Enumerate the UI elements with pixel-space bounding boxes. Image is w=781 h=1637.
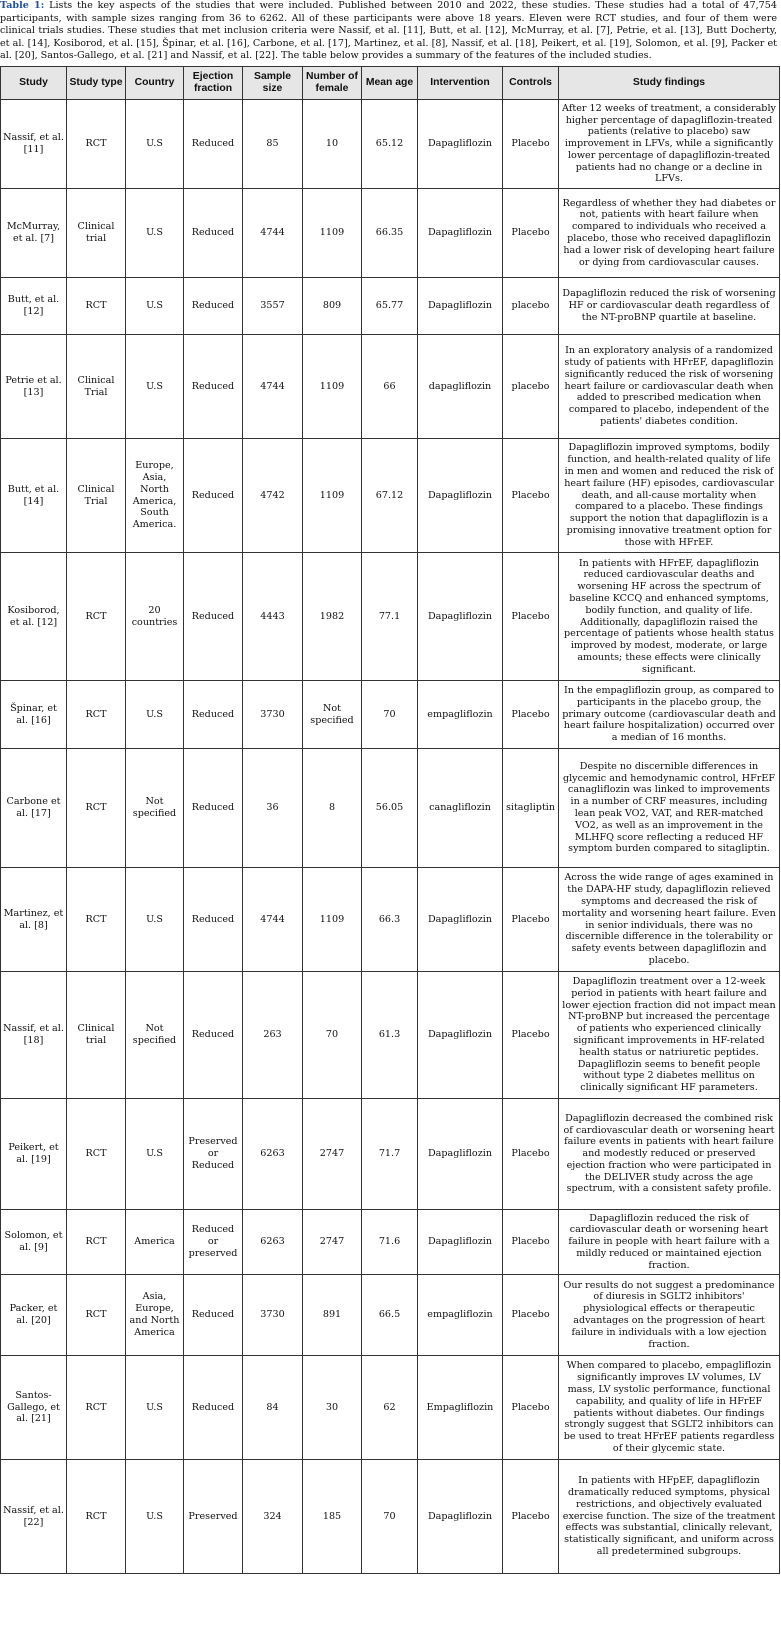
- header-mean-age: Mean age: [362, 67, 418, 100]
- cell-country: Not specified: [126, 972, 184, 1099]
- table-row: [1, 1099, 780, 1210]
- cell-country: 20 countries: [126, 553, 184, 681]
- cell-controls: Placebo: [503, 868, 559, 972]
- table-caption-label: Table 1:: [0, 0, 45, 11]
- cell-country: U.S: [126, 1460, 184, 1574]
- cell-controls: Placebo: [503, 681, 559, 749]
- studies-table: [0, 66, 780, 1574]
- cell-ejection-fraction: Preserved: [184, 1460, 243, 1574]
- cell-ejection-fraction: Reduced: [184, 439, 243, 553]
- cell-study-findings: Dapagliflozin treatment over a 12-week period in patients with heart failure and lower ejection fraction did not impact mean NT-proBNP but increased the percentage of patients who experienced clinically significant improvements in HF-related health status or natriuretic peptides. Dapagliflozin seems to benefit people without type 2 diabetes mellitus on clinically significant HF parameters.: [559, 972, 780, 1099]
- cell-intervention: Dapagliflozin: [418, 1099, 503, 1210]
- cell-ejection-fraction: Preserved or Reduced: [184, 1099, 243, 1210]
- table-row: [1, 189, 780, 278]
- cell-controls: Placebo: [503, 1460, 559, 1574]
- cell-study: Packer, et al. [20]: [1, 1275, 67, 1356]
- cell-number-of-female: 10: [303, 100, 362, 189]
- cell-sample-size: 3730: [243, 681, 303, 749]
- cell-intervention: Dapagliflozin: [418, 278, 503, 335]
- cell-study-type: RCT: [67, 1210, 126, 1275]
- table-row: [1, 868, 780, 972]
- cell-country: U.S: [126, 335, 184, 439]
- cell-study-findings: Across the wide range of ages examined in the DAPA-HF study, dapagliflozin relieved symptoms and decreased the risk of mortality and worsening heart failure. Even in senior individuals, there was no discernible difference in the tolerability or safety events between dapagliflozin and placebo.: [559, 868, 780, 972]
- cell-intervention: Dapagliflozin: [418, 868, 503, 972]
- cell-study-type: Clinical Trial: [67, 439, 126, 553]
- cell-mean-age: 61.3: [362, 972, 418, 1099]
- cell-study-findings: Regardless of whether they had diabetes or not, patients with heart failure when compared to individuals who received a placebo, those who received dapagliflozin had a lower risk of developing heart failure or dying from cardiovascular causes.: [559, 189, 780, 278]
- cell-study: Kosiborod, et al. [12]: [1, 553, 67, 681]
- cell-study-findings: Dapagliflozin decreased the combined risk of cardiovascular death or worsening heart failure events in patients with heart failure and modestly reduced or preserved ejection fraction who were participated in the DELIVER study across the age spectrum, with a consistent safety profile.: [559, 1099, 780, 1210]
- cell-ejection-fraction: Reduced: [184, 1275, 243, 1356]
- cell-study-findings: Dapagliflozin improved symptoms, bodily function, and health-related quality of life in men and women and reduced the risk of heart failure (HF) episodes, cardiovascular death, and all-cause mortality when compared to a placebo. These findings support the notion that dapagliflozin is a promising innovative treatment option for those with HFrEF.: [559, 439, 780, 553]
- header-study-findings: Study findings: [559, 67, 780, 100]
- cell-ejection-fraction: Reduced: [184, 972, 243, 1099]
- cell-study-findings: Dapagliflozin reduced the risk of worsening HF or cardiovascular death regardless of the NT-proBNP quartile at baseline.: [559, 278, 780, 335]
- cell-ejection-fraction: Reduced: [184, 189, 243, 278]
- cell-study: Butt, et al. [14]: [1, 439, 67, 553]
- cell-study-type: RCT: [67, 1099, 126, 1210]
- cell-intervention: Dapagliflozin: [418, 439, 503, 553]
- cell-number-of-female: 1109: [303, 335, 362, 439]
- cell-study: Santos-Gallego, et al. [21]: [1, 1356, 67, 1460]
- cell-controls: Placebo: [503, 189, 559, 278]
- cell-controls: placebo: [503, 278, 559, 335]
- cell-ejection-fraction: Reduced: [184, 749, 243, 868]
- cell-controls: Placebo: [503, 1210, 559, 1275]
- cell-number-of-female: 2747: [303, 1099, 362, 1210]
- cell-ejection-fraction: Reduced: [184, 553, 243, 681]
- cell-mean-age: 65.77: [362, 278, 418, 335]
- cell-sample-size: 4742: [243, 439, 303, 553]
- cell-ejection-fraction: Reduced: [184, 100, 243, 189]
- header-ejection-fraction: Ejection fraction: [184, 67, 243, 100]
- header-number-of-female: Number of female: [303, 67, 362, 100]
- cell-sample-size: 36: [243, 749, 303, 868]
- cell-number-of-female: 1982: [303, 553, 362, 681]
- table-row: [1, 278, 780, 335]
- cell-study-findings: In patients with HFrEF, dapagliflozin reduced cardiovascular deaths and worsening HF across the spectrum of baseline KCCQ and enhanced symptoms, bodily function, and quality of life. Additionally, dapagliflozin raised the percentage of patients whose health status improved by modest, moderate, or large amounts; these effects were clinically significant.: [559, 553, 780, 681]
- cell-intervention: canagliflozin: [418, 749, 503, 868]
- cell-number-of-female: 185: [303, 1460, 362, 1574]
- cell-study: Nassif, et al. [22]: [1, 1460, 67, 1574]
- cell-study-type: RCT: [67, 1460, 126, 1574]
- cell-country: U.S: [126, 681, 184, 749]
- table-row: [1, 335, 780, 439]
- cell-intervention: Dapagliflozin: [418, 1460, 503, 1574]
- cell-intervention: empagliflozin: [418, 681, 503, 749]
- cell-mean-age: 65.12: [362, 100, 418, 189]
- cell-number-of-female: 70: [303, 972, 362, 1099]
- cell-mean-age: 67.12: [362, 439, 418, 553]
- cell-number-of-female: 1109: [303, 868, 362, 972]
- cell-intervention: Dapagliflozin: [418, 1210, 503, 1275]
- cell-number-of-female: 8: [303, 749, 362, 868]
- cell-country: Europe, Asia, North America, South America.: [126, 439, 184, 553]
- cell-mean-age: 66: [362, 335, 418, 439]
- cell-mean-age: 66.5: [362, 1275, 418, 1356]
- cell-intervention: Dapagliflozin: [418, 972, 503, 1099]
- cell-mean-age: 71.6: [362, 1210, 418, 1275]
- cell-study-type: Clinical trial: [67, 189, 126, 278]
- cell-study: Martinez, et al. [8]: [1, 868, 67, 972]
- cell-study-findings: Despite no discernible differences in glycemic and hemodynamic control, HFrEF canagliflozin was linked to improvements in a number of CRF measures, including lean peak VO2, VAT, and RER-matched VO2, as well as an improvement in the MLHFQ score reflecting a reduced HF symptom burden compared to sitagliptin.: [559, 749, 780, 868]
- cell-study-findings: After 12 weeks of treatment, a considerably higher percentage of dapagliflozin-treated patients (relative to placebo) saw improvement in LFVs, while a significantly lower percentage of dapagliflozin-treated patients had no change or a decline in LFVs.: [559, 100, 780, 189]
- cell-sample-size: 4744: [243, 189, 303, 278]
- cell-study-type: RCT: [67, 1275, 126, 1356]
- cell-study: Špinar, et al. [16]: [1, 681, 67, 749]
- header-country: Country: [126, 67, 184, 100]
- cell-study-type: RCT: [67, 553, 126, 681]
- table-row: [1, 439, 780, 553]
- cell-sample-size: 263: [243, 972, 303, 1099]
- cell-mean-age: 66.35: [362, 189, 418, 278]
- cell-study-type: RCT: [67, 1356, 126, 1460]
- cell-country: U.S: [126, 278, 184, 335]
- cell-sample-size: 6263: [243, 1210, 303, 1275]
- cell-mean-age: 77.1: [362, 553, 418, 681]
- cell-country: Not specified: [126, 749, 184, 868]
- cell-study-findings: In an exploratory analysis of a randomized study of patients with HFrEF, dapagliflozin significantly reduced the risk of worsening heart failure or cardiovascular death when added to prescribed medication when compared to placebo, independent of the patients' diabetes condition.: [559, 335, 780, 439]
- table-row: [1, 1460, 780, 1574]
- cell-mean-age: 71.7: [362, 1099, 418, 1210]
- cell-ejection-fraction: Reduced: [184, 868, 243, 972]
- cell-country: U.S: [126, 100, 184, 189]
- cell-country: U.S: [126, 189, 184, 278]
- cell-sample-size: 4744: [243, 868, 303, 972]
- cell-mean-age: 66.3: [362, 868, 418, 972]
- cell-study-type: Clinical Trial: [67, 335, 126, 439]
- cell-intervention: empagliflozin: [418, 1275, 503, 1356]
- cell-mean-age: 70: [362, 1460, 418, 1574]
- cell-study: Peikert, et al. [19]: [1, 1099, 67, 1210]
- cell-study-type: RCT: [67, 868, 126, 972]
- cell-controls: placebo: [503, 335, 559, 439]
- table-header-row: [1, 67, 780, 100]
- table-row: [1, 681, 780, 749]
- table-caption-text: Lists the key aspects of the studies that were included. Published between 2010 and 2022, these studies. These studies had a total of 47,754 participants, with sample sizes ranging from 36 to 6262. All of these participants were above 18 years. Eleven were RCT studies, and four of them were clinical trials studies. These studies that met inclusion criteria were Nassif, et al. [11], Butt, et al. [12], McMurray, et al. [7], Petrie, et al. [13], Butt Docherty, et al. [14], Kosiborod, et al. [15], Špinar, et al. [16], Carbone, et al. [17], Martinez, et al. [8], Nassif, et al. [18], Peikert, et al. [19], Solomon, et al. [9], Packer et al. [20], Santos-Gallego, et al. [21] and Nassif, et al. [22]. The table below provides a summary of the features of the included studies.: [0, 0, 777, 62]
- table-caption: [0, 0, 781, 66]
- cell-country: U.S: [126, 1356, 184, 1460]
- cell-sample-size: 4443: [243, 553, 303, 681]
- cell-sample-size: 3730: [243, 1275, 303, 1356]
- cell-study-type: Clinical trial: [67, 972, 126, 1099]
- cell-controls: Placebo: [503, 1275, 559, 1356]
- cell-ejection-fraction: Reduced or preserved: [184, 1210, 243, 1275]
- cell-controls: Placebo: [503, 972, 559, 1099]
- cell-mean-age: 56.05: [362, 749, 418, 868]
- table-row: [1, 972, 780, 1099]
- cell-study-type: RCT: [67, 278, 126, 335]
- table-row: [1, 1356, 780, 1460]
- cell-sample-size: 324: [243, 1460, 303, 1574]
- cell-country: America: [126, 1210, 184, 1275]
- cell-study-type: RCT: [67, 749, 126, 868]
- cell-study-findings: Dapagliflozin reduced the risk of cardiovascular death or worsening heart failure in people with heart failure with a mildly reduced or maintained ejection fraction.: [559, 1210, 780, 1275]
- cell-country: Asia, Europe, and North America: [126, 1275, 184, 1356]
- cell-country: U.S: [126, 868, 184, 972]
- cell-sample-size: 6263: [243, 1099, 303, 1210]
- cell-intervention: Dapagliflozin: [418, 189, 503, 278]
- cell-study: Nassif, et al. [18]: [1, 972, 67, 1099]
- cell-intervention: Dapagliflozin: [418, 100, 503, 189]
- cell-controls: sitagliptin: [503, 749, 559, 868]
- cell-controls: Placebo: [503, 553, 559, 681]
- cell-study-findings: Our results do not suggest a predominance of diuresis in SGLT2 inhibitors' physiological effects or therapeutic advantages on the progression of heart failure in individuals with a low ejection fraction.: [559, 1275, 780, 1356]
- cell-number-of-female: 2747: [303, 1210, 362, 1275]
- cell-sample-size: 3557: [243, 278, 303, 335]
- cell-country: U.S: [126, 1099, 184, 1210]
- cell-number-of-female: 1109: [303, 189, 362, 278]
- header-study: Study: [1, 67, 67, 100]
- cell-study-findings: In the empagliflozin group, as compared to participants in the placebo group, the primary outcome (cardiovascular death and heart failure hospitalization) occurred over a median of 16 months.: [559, 681, 780, 749]
- cell-controls: Placebo: [503, 1099, 559, 1210]
- cell-study-type: RCT: [67, 681, 126, 749]
- table-row: [1, 749, 780, 868]
- table-row: [1, 1275, 780, 1356]
- cell-intervention: dapagliflozin: [418, 335, 503, 439]
- header-intervention: Intervention: [418, 67, 503, 100]
- cell-sample-size: 85: [243, 100, 303, 189]
- cell-study-findings: In patients with HFpEF, dapagliflozin dramatically reduced symptoms, physical restrictions, and objectively evaluated exercise function. The size of the treatment effects was substantial, clinically relevant, statistically significant, and uniform across all predetermined subgroups.: [559, 1460, 780, 1574]
- cell-sample-size: 84: [243, 1356, 303, 1460]
- cell-mean-age: 70: [362, 681, 418, 749]
- cell-intervention: Empagliflozin: [418, 1356, 503, 1460]
- cell-study: Butt, et al. [12]: [1, 278, 67, 335]
- cell-controls: Placebo: [503, 439, 559, 553]
- cell-ejection-fraction: Reduced: [184, 681, 243, 749]
- cell-study: Carbone et al. [17]: [1, 749, 67, 868]
- cell-ejection-fraction: Reduced: [184, 335, 243, 439]
- cell-study: McMurray, et al. [7]: [1, 189, 67, 278]
- cell-number-of-female: 30: [303, 1356, 362, 1460]
- cell-controls: Placebo: [503, 100, 559, 189]
- cell-study-type: RCT: [67, 100, 126, 189]
- table-row: [1, 100, 780, 189]
- cell-number-of-female: Not specified: [303, 681, 362, 749]
- cell-study: Petrie et al. [13]: [1, 335, 67, 439]
- cell-number-of-female: 809: [303, 278, 362, 335]
- cell-mean-age: 62: [362, 1356, 418, 1460]
- header-sample-size: Sample size: [243, 67, 303, 100]
- cell-study: Nassif, et al. [11]: [1, 100, 67, 189]
- header-controls: Controls: [503, 67, 559, 100]
- cell-study-findings: When compared to placebo, empagliflozin significantly improves LV volumes, LV mass, LV systolic performance, functional capability, and quality of life in HFrEF patients without diabetes. Our findings strongly suggest that SGLT2 inhibitors can be used to treat HFrEF patients regardless of their glycemic state.: [559, 1356, 780, 1460]
- header-study-type: Study type: [67, 67, 126, 100]
- cell-controls: Placebo: [503, 1356, 559, 1460]
- cell-study: Solomon, et al. [9]: [1, 1210, 67, 1275]
- cell-ejection-fraction: Reduced: [184, 1356, 243, 1460]
- table-body: [1, 100, 780, 1574]
- cell-sample-size: 4744: [243, 335, 303, 439]
- cell-number-of-female: 891: [303, 1275, 362, 1356]
- cell-number-of-female: 1109: [303, 439, 362, 553]
- table-row: [1, 553, 780, 681]
- cell-ejection-fraction: Reduced: [184, 278, 243, 335]
- cell-intervention: Dapagliflozin: [418, 553, 503, 681]
- table-row: [1, 1210, 780, 1275]
